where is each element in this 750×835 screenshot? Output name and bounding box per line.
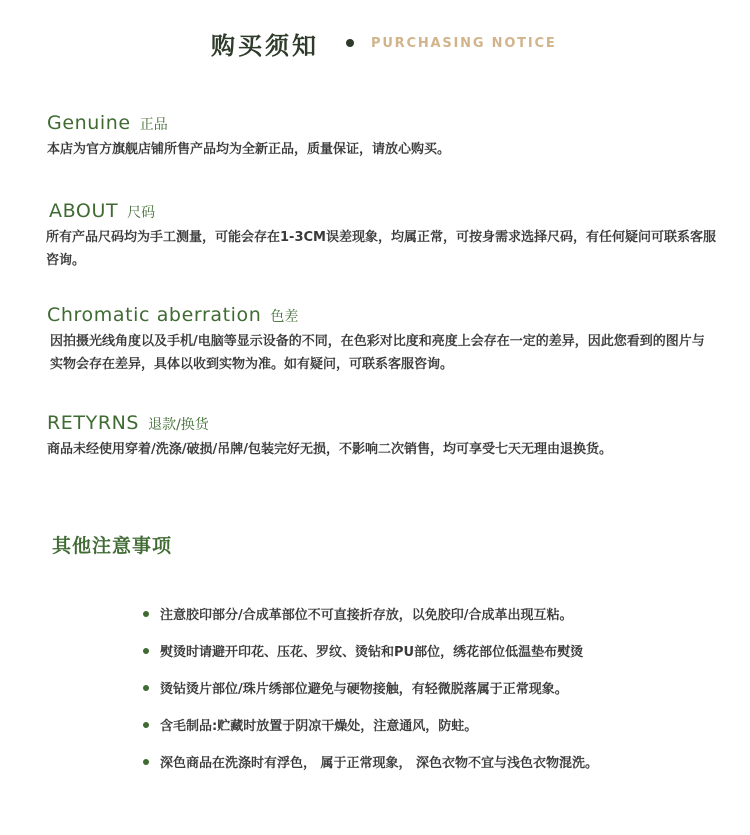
title-separator-dot bbox=[346, 39, 354, 47]
other-notes-title: 其他注意事项 bbox=[52, 535, 173, 557]
section-returns bbox=[47, 412, 717, 461]
section-heading bbox=[47, 304, 717, 326]
section-about bbox=[46, 200, 719, 272]
section-heading bbox=[47, 412, 717, 434]
list-item-text: 熨烫时请避开印花、压花、罗纹、烫钻和PU部位，绣花部位低温垫布熨烫 bbox=[160, 645, 584, 660]
list-item-text: 注意胶印部分/合成革部位不可直接折存放，以免胶印/合成革出现互粘。 bbox=[160, 608, 573, 623]
section-body: 商品未经使用穿着/洗涤/破损/吊牌/包装完好无损，不影响二次销售，均可享受七天无理由退换货。 bbox=[47, 442, 612, 457]
list-item bbox=[143, 706, 723, 743]
section-heading bbox=[47, 112, 717, 134]
list-item-text: 深色商品在洗涤时有浮色， 属于正常现象， 深色衣物不宜与浅色衣物混洗。 bbox=[160, 756, 599, 771]
list-item bbox=[143, 669, 723, 706]
section-title-en: Genuine bbox=[47, 112, 131, 134]
section-chromatic-aberration bbox=[47, 304, 717, 376]
page-header bbox=[0, 24, 750, 60]
section-genuine bbox=[47, 112, 717, 161]
bullet-dot-icon bbox=[143, 611, 149, 617]
section-title-cn: 色差 bbox=[270, 309, 299, 325]
list-item-text: 含毛制品:贮藏时放置于阴凉干燥处，注意通风，防蛀。 bbox=[160, 719, 478, 734]
other-notes-list bbox=[143, 595, 723, 780]
bullet-dot-icon bbox=[143, 722, 149, 728]
section-title-cn: 退款/换货 bbox=[148, 417, 209, 433]
list-item bbox=[143, 743, 723, 780]
list-item bbox=[143, 595, 723, 632]
list-item-text: 烫钻烫片部位/珠片绣部位避免与硬物接触，有轻微脱落属于正常现象。 bbox=[160, 682, 568, 697]
section-body: 因拍摄光线角度以及手机/电脑等显示设备的不同，在色彩对比度和亮度上会存在一定的差异，因此您看到的图片与实物会存在差异，具体以收到实物为准。如有疑问，可联系客服咨询。 bbox=[50, 334, 705, 372]
section-title-en: Chromatic aberration bbox=[47, 304, 262, 326]
bullet-dot-icon bbox=[143, 685, 149, 691]
section-title-cn: 正品 bbox=[139, 117, 168, 133]
section-title-en: RETYRNS bbox=[47, 412, 140, 434]
page-title: 购买须知 bbox=[211, 32, 319, 60]
section-title-cn: 尺码 bbox=[127, 205, 156, 221]
section-heading bbox=[49, 200, 719, 222]
section-body: 本店为官方旗舰店铺所售产品均为全新正品，质量保证，请放心购买。 bbox=[47, 142, 451, 157]
section-body: 所有产品尺码均为手工测量，可能会存在1-3CM误差现象，均属正常，可按身需求选择尺码，有任何疑问可联系客服咨询。 bbox=[46, 230, 716, 268]
page-subtitle: PURCHASING NOTICE bbox=[371, 36, 557, 51]
section-title-en: ABOUT bbox=[49, 200, 119, 222]
bullet-dot-icon bbox=[143, 759, 149, 765]
list-item bbox=[143, 632, 723, 669]
bullet-dot-icon bbox=[143, 648, 149, 654]
